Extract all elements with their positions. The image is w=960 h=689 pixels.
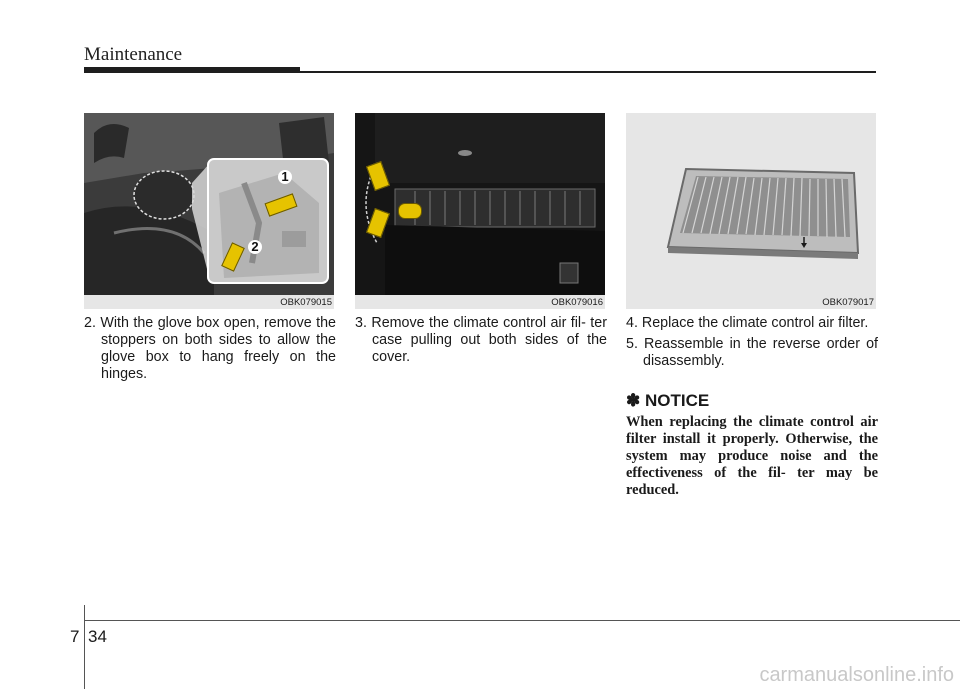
column-3-text (626, 315, 878, 374)
column-2-text (355, 315, 607, 370)
footer-divider (84, 605, 85, 689)
yellow-arrow-icon (398, 203, 422, 219)
step-3-text: 3. Remove the climate control air fil- ter case pulling out both sides of the cover. (355, 315, 607, 365)
column-1-text (84, 315, 336, 387)
figure-air-filter-image (626, 113, 876, 309)
notice-title: ✽ NOTICE (626, 391, 710, 410)
figure-filter-case-image (355, 113, 605, 309)
figure-code: OBK079015 (280, 296, 332, 308)
header-rule-thin (300, 71, 876, 73)
figure-glove-box-image (84, 113, 334, 309)
step-2-text: 2. With the glove box open, remove the stoppers on both sides to allow the glove box to hang freely on the hinges. (84, 315, 336, 382)
chapter-number: 7 (70, 627, 80, 646)
notice-body: When replacing the climate control air filter install it properly. Otherwise, the system may produce noise and the effectiveness of the fil- ter may be reduced. (626, 414, 878, 498)
step-4-text: 4. Replace the climate control air filter. (626, 315, 869, 331)
figure-code-bar (84, 295, 334, 309)
figure-code: OBK079017 (822, 296, 874, 308)
watermark-text: carmanualsonline.info (759, 664, 954, 686)
page-number: 34 (88, 627, 107, 646)
page-header-title: Maintenance (84, 44, 183, 65)
figure-1-callout-1: 1 (278, 170, 292, 184)
step-5-text: 5. Reassemble in the reverse order of disassembly. (626, 336, 878, 369)
header-rule-thick (84, 67, 300, 73)
figure-code-bar (626, 295, 876, 309)
footer-rule (84, 620, 960, 621)
figure-code: OBK079016 (551, 296, 603, 308)
figure-code-bar (355, 295, 605, 309)
figure-1-callout-2: 2 (248, 240, 262, 254)
